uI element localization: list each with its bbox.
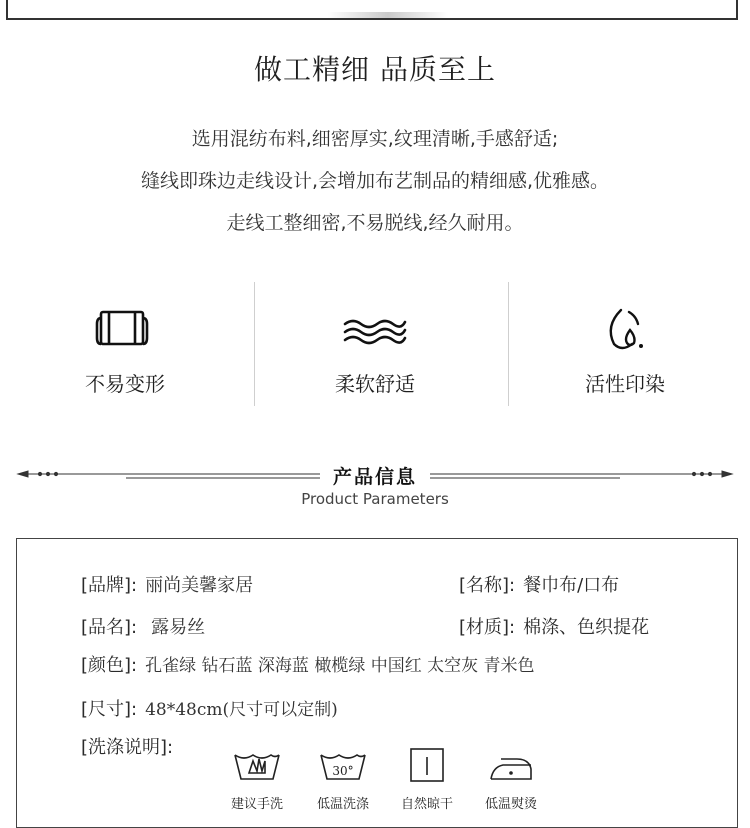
- section-subtitle: Product Parameters: [301, 490, 449, 508]
- param-size: [81, 695, 338, 721]
- care-low-temp-wash: [303, 747, 383, 812]
- care-hand-wash: [217, 747, 297, 812]
- param-wash: [81, 733, 173, 759]
- soft-waves-icon: [250, 304, 500, 354]
- frame-shadow: [328, 12, 448, 18]
- param-value: 棉涤、色织提花: [523, 617, 650, 638]
- param-color: [81, 651, 535, 677]
- param-value: 露易丝: [151, 617, 206, 638]
- param-key: [颜色]:: [81, 655, 138, 676]
- param-key: [品名]:: [81, 617, 138, 638]
- param-product: [81, 613, 205, 639]
- care-label: 建议手洗: [230, 797, 283, 812]
- care-instructions: [217, 747, 557, 817]
- feature-label: 柔软舒适: [335, 372, 415, 396]
- param-material: [459, 613, 649, 639]
- page-headline: 做工精细 品质至上: [254, 53, 496, 86]
- param-brand: [81, 571, 253, 597]
- param-value: 48*48cm(尺寸可以定制): [145, 700, 338, 720]
- feature-row: [0, 282, 750, 406]
- line-dry-icon: [397, 747, 457, 783]
- care-label: 低温熨烫: [484, 797, 537, 812]
- fabric-roll-icon: [0, 304, 250, 354]
- care-label: 低温洗涤: [316, 797, 369, 812]
- description-line: 选用混纺布料,细密厚实,纹理清晰,手感舒适;: [191, 128, 559, 150]
- care-line-dry: [387, 747, 467, 812]
- description-line: 缝线即珠边走线设计,会增加布艺制品的精细感,优雅感。: [140, 170, 610, 192]
- wash-30-icon: [313, 747, 373, 783]
- param-key: [品牌]:: [81, 575, 138, 596]
- param-name: [459, 571, 619, 597]
- param-value: 丽尚美馨家居: [145, 575, 254, 596]
- feature-label: 不易变形: [85, 372, 165, 396]
- dye-drop-icon: [500, 304, 750, 354]
- top-image-frame: [6, 0, 738, 20]
- care-label: 自然晾干: [400, 797, 453, 812]
- feature-dye: [500, 282, 750, 406]
- hand-wash-icon: [227, 747, 287, 783]
- care-low-iron: [471, 747, 551, 812]
- section-divider: [0, 458, 750, 518]
- param-key: [尺寸]:: [81, 699, 138, 720]
- param-key: [材质]:: [459, 617, 516, 638]
- param-key: [名称]:: [459, 575, 516, 596]
- feature-label: 活性印染: [585, 372, 665, 396]
- feature-soft: [250, 282, 500, 406]
- param-key: [洗涤说明]:: [81, 737, 174, 758]
- description-line: 走线工整细密,不易脱线,经久耐用。: [226, 212, 524, 234]
- param-value: 孔雀绿 钻石蓝 深海蓝 橄榄绿 中国红 太空灰 青米色: [145, 656, 535, 676]
- feature-no-deform: [0, 282, 250, 406]
- low-iron-icon: [481, 747, 541, 783]
- care-temp: 30°: [332, 764, 354, 778]
- param-value: 餐巾布/口布: [523, 575, 620, 596]
- section-title: 产品信息: [332, 466, 417, 488]
- product-parameters-box: [16, 538, 738, 828]
